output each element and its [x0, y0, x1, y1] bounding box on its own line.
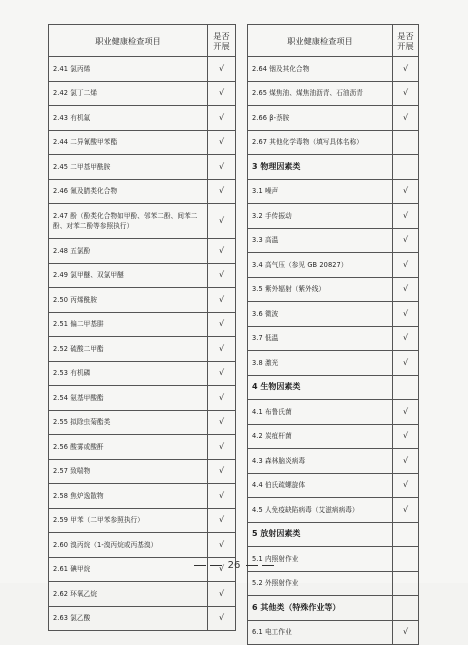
table-row — [49, 582, 236, 607]
footer-dash-right — [246, 565, 258, 566]
check-mark: √ — [208, 155, 236, 180]
done-column-header: 是否 开展 — [208, 25, 236, 57]
item-name: 2.44 二异氰酸甲苯酯 — [49, 130, 208, 155]
table-row — [248, 277, 419, 302]
item-name: 2.53 有机磷 — [49, 361, 208, 386]
table-row — [49, 361, 236, 386]
check-mark — [393, 130, 419, 155]
table-row — [49, 263, 236, 288]
check-mark: √ — [393, 228, 419, 253]
table-row — [248, 351, 419, 376]
table-row — [49, 130, 236, 155]
check-mark: √ — [393, 449, 419, 474]
item-name: 2.67 其他化学毒物（填写具体名称） — [248, 130, 393, 155]
check-mark: √ — [393, 57, 419, 82]
item-name: 2.56 酸雾或酸酐 — [49, 435, 208, 460]
check-mark — [393, 375, 419, 400]
check-mark: √ — [393, 498, 419, 523]
item-name: 2.64 铟及其化合物 — [248, 57, 393, 82]
check-mark: √ — [208, 435, 236, 460]
table-row — [248, 326, 419, 351]
section-title: 5 放射因素类 — [248, 522, 393, 547]
table-row — [248, 130, 419, 155]
check-mark: √ — [208, 288, 236, 313]
item-name: 2.59 甲苯（二甲苯参照执行） — [49, 508, 208, 533]
check-mark — [393, 155, 419, 180]
table-row — [49, 239, 236, 264]
table-row — [49, 337, 236, 362]
table-row — [49, 179, 236, 204]
item-name: 2.62 环氧乙烷 — [49, 582, 208, 607]
item-name: 4.4 伯氏疏螺旋体 — [248, 473, 393, 498]
check-mark: √ — [393, 302, 419, 327]
item-name: 2.54 氨基甲酸酯 — [49, 386, 208, 411]
table-row — [248, 57, 419, 82]
table-row — [49, 484, 236, 509]
item-name: 2.63 氯乙酸 — [49, 606, 208, 631]
table-row — [49, 312, 236, 337]
check-mark: √ — [208, 179, 236, 204]
footer-dash-left — [210, 565, 222, 566]
item-name: 2.60 溴丙烷（1-溴丙烷或丙基溴） — [49, 533, 208, 558]
check-mark: √ — [393, 277, 419, 302]
item-name: 2.61 碘甲烷 — [49, 557, 208, 582]
item-column-header: 职业健康检查项目 — [248, 25, 393, 57]
footer-dash-right — [262, 565, 274, 566]
check-mark: √ — [393, 179, 419, 204]
check-mark: √ — [393, 106, 419, 131]
check-mark: √ — [393, 81, 419, 106]
section-row — [248, 522, 419, 547]
check-mark: √ — [208, 484, 236, 509]
item-name: 2.47 酚（酚类化合物如甲酚、邻苯二酚、间苯二酚、对苯二酚等参照执行） — [49, 204, 208, 239]
table-row — [49, 386, 236, 411]
item-name: 2.57 致喘物 — [49, 459, 208, 484]
check-mark: √ — [393, 204, 419, 229]
check-mark: √ — [208, 106, 236, 131]
section-row — [248, 596, 419, 621]
item-name: 2.66 β-萘胺 — [248, 106, 393, 131]
section-row — [248, 155, 419, 180]
item-column-header: 职业健康检查项目 — [49, 25, 208, 57]
item-name: 3.4 高气压（参见 GB 20827） — [248, 253, 393, 278]
table-row — [49, 508, 236, 533]
table-row — [248, 228, 419, 253]
item-name: 2.55 拟除虫菊酯类 — [49, 410, 208, 435]
table-row — [248, 473, 419, 498]
table-row — [49, 288, 236, 313]
item-name: 2.58 焦炉逸散物 — [49, 484, 208, 509]
item-name: 4.2 炭疽杆菌 — [248, 424, 393, 449]
item-name: 2.50 丙烯酰胺 — [49, 288, 208, 313]
check-mark — [393, 522, 419, 547]
item-name: 2.41 氯丙烯 — [49, 57, 208, 82]
item-name: 5.2 外照射作业 — [248, 571, 393, 596]
table-row — [49, 533, 236, 558]
item-name: 2.46 氰及腈类化合物 — [49, 179, 208, 204]
table-row — [248, 571, 419, 596]
check-mark: √ — [393, 326, 419, 351]
table-row — [248, 81, 419, 106]
table-row — [248, 424, 419, 449]
check-mark: √ — [208, 557, 236, 582]
table-row — [49, 459, 236, 484]
check-mark: √ — [208, 337, 236, 362]
item-name: 2.52 硫酸二甲酯 — [49, 337, 208, 362]
table-row — [49, 204, 236, 239]
check-mark — [393, 571, 419, 596]
table-row — [248, 106, 419, 131]
item-name: 4.3 森林脑炎病毒 — [248, 449, 393, 474]
footer-dash-left — [194, 565, 206, 566]
table-row — [248, 302, 419, 327]
page-footer — [0, 560, 468, 571]
table-header-row — [248, 25, 419, 57]
item-name: 4.1 布鲁氏菌 — [248, 400, 393, 425]
table-row — [49, 155, 236, 180]
check-mark: √ — [208, 459, 236, 484]
item-name: 2.65 煤焦油、煤焦油沥青、石油沥青 — [248, 81, 393, 106]
check-mark: √ — [393, 253, 419, 278]
check-mark: √ — [208, 81, 236, 106]
table-row — [49, 81, 236, 106]
check-mark: √ — [208, 57, 236, 82]
table-row — [248, 620, 419, 645]
table-row — [248, 498, 419, 523]
table-row — [248, 400, 419, 425]
table-row — [49, 57, 236, 82]
item-name: 3.6 微波 — [248, 302, 393, 327]
check-mark: √ — [208, 263, 236, 288]
check-mark — [393, 596, 419, 621]
check-mark: √ — [208, 239, 236, 264]
done-column-header: 是否 开展 — [393, 25, 419, 57]
check-mark: √ — [393, 351, 419, 376]
section-row — [248, 375, 419, 400]
check-mark: √ — [208, 410, 236, 435]
section-title: 6 其他类（特殊作业等） — [248, 596, 393, 621]
check-mark: √ — [208, 508, 236, 533]
section-title: 3 物理因素类 — [248, 155, 393, 180]
check-mark: √ — [393, 424, 419, 449]
item-name: 3.8 激光 — [248, 351, 393, 376]
health-check-table-right — [247, 24, 419, 645]
item-name: 5.1 内照射作业 — [248, 547, 393, 572]
item-name: 3.2 手传振动 — [248, 204, 393, 229]
item-name: 2.48 五氯酚 — [49, 239, 208, 264]
table-row — [248, 204, 419, 229]
table-row — [49, 606, 236, 631]
item-name: 6.1 电工作业 — [248, 620, 393, 645]
check-mark: √ — [208, 386, 236, 411]
item-name: 3.5 紫外辐射（紫外线） — [248, 277, 393, 302]
item-name: 2.49 氯甲醚、双氯甲醚 — [49, 263, 208, 288]
item-name: 3.1 噪声 — [248, 179, 393, 204]
table-row — [248, 179, 419, 204]
table-header-row — [49, 25, 236, 57]
table-row — [49, 410, 236, 435]
check-mark: √ — [208, 204, 236, 239]
check-mark: √ — [393, 473, 419, 498]
page-number: 26 — [227, 560, 241, 571]
item-name: 2.43 有机氟 — [49, 106, 208, 131]
item-name: 2.51 偏二甲基肼 — [49, 312, 208, 337]
check-mark: √ — [208, 582, 236, 607]
check-mark: √ — [393, 620, 419, 645]
check-mark: √ — [208, 312, 236, 337]
table-row — [248, 253, 419, 278]
item-name: 4.5 人免疫缺陷病毒（艾滋病病毒） — [248, 498, 393, 523]
check-mark: √ — [208, 533, 236, 558]
health-check-table-left — [48, 24, 236, 631]
check-mark: √ — [208, 606, 236, 631]
item-name: 2.45 二甲基甲酰胺 — [49, 155, 208, 180]
check-mark: √ — [208, 361, 236, 386]
table-row — [49, 106, 236, 131]
check-mark: √ — [208, 130, 236, 155]
section-title: 4 生物因素类 — [248, 375, 393, 400]
item-name: 3.7 低温 — [248, 326, 393, 351]
item-name: 2.42 氯丁二烯 — [49, 81, 208, 106]
table-row — [248, 449, 419, 474]
item-name: 3.3 高温 — [248, 228, 393, 253]
table-row — [49, 435, 236, 460]
check-mark: √ — [393, 400, 419, 425]
